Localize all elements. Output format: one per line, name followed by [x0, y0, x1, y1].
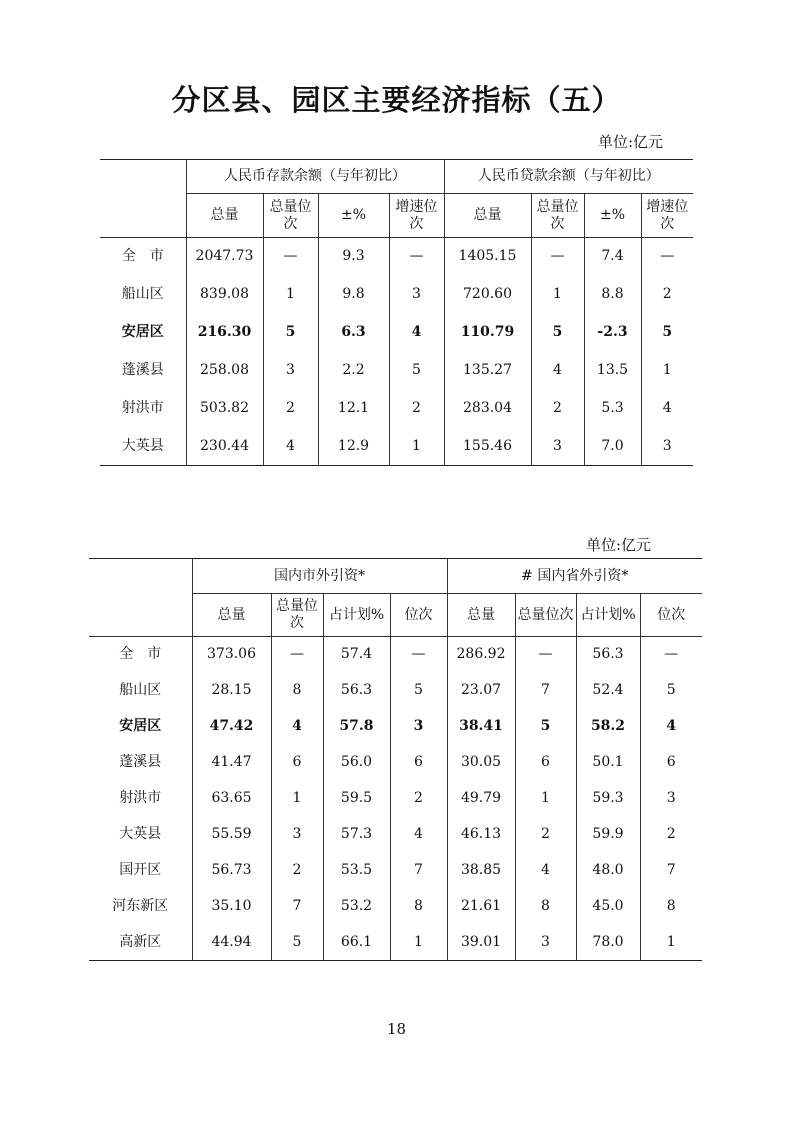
cell: 45.0: [576, 889, 640, 925]
cell: 66.1: [323, 925, 390, 961]
cell: 6: [640, 745, 702, 781]
cell: 7: [640, 853, 702, 889]
table-row: [100, 352, 693, 390]
cell: 155.46: [444, 428, 531, 466]
cell: 56.73: [192, 853, 271, 889]
cell: 1: [263, 276, 318, 314]
cell: 5: [531, 314, 584, 352]
cell: 7.4: [584, 238, 641, 276]
region-name: 河东新区: [112, 898, 169, 915]
table-row-highlighted: [89, 709, 702, 745]
region-name: 安居区: [121, 324, 164, 341]
cell: —: [515, 637, 576, 673]
cell: —: [640, 637, 702, 673]
cell: 5: [390, 673, 447, 709]
table-deposits-loans: [100, 159, 693, 466]
cell: 2: [271, 853, 323, 889]
corner-cell: [100, 160, 186, 238]
column-header: 增速位次: [389, 194, 444, 238]
table-row: [89, 673, 702, 709]
region-name: 高新区: [119, 933, 162, 950]
cell: 13.5: [584, 352, 641, 390]
cell: 3: [389, 276, 444, 314]
cell: 46.13: [447, 817, 515, 853]
cell: 57.3: [323, 817, 390, 853]
cell: —: [263, 238, 318, 276]
column-header: 总量: [186, 194, 263, 238]
column-header: 总量: [192, 594, 271, 637]
cell: 258.08: [186, 352, 263, 390]
cell: —: [531, 238, 584, 276]
cell: 3: [640, 781, 702, 817]
cell: 4: [640, 709, 702, 745]
table-row: [89, 745, 702, 781]
cell: 7: [515, 673, 576, 709]
cell: 35.10: [192, 889, 271, 925]
table-investment: [89, 558, 702, 961]
cell: 720.60: [444, 276, 531, 314]
column-header: 总量: [444, 194, 531, 238]
cell: 6.3: [318, 314, 389, 352]
cell: -2.3: [584, 314, 641, 352]
table-row-highlighted: [100, 314, 693, 352]
cell: 49.79: [447, 781, 515, 817]
cell: 3: [390, 709, 447, 745]
table-row: [89, 817, 702, 853]
table-row: [89, 925, 702, 961]
column-header: ±%: [584, 194, 641, 238]
column-header: 位次: [640, 594, 702, 637]
region-name: 大英县: [119, 826, 162, 843]
cell: 8.8: [584, 276, 641, 314]
cell: 8: [640, 889, 702, 925]
cell: 3: [263, 352, 318, 390]
cell: 5: [263, 314, 318, 352]
cell: 38.85: [447, 853, 515, 889]
cell: 283.04: [444, 390, 531, 428]
cell: 2: [515, 817, 576, 853]
cell: 28.15: [192, 673, 271, 709]
cell: 2: [263, 390, 318, 428]
group-header: 人民币存款余额（与年初比）: [186, 160, 444, 194]
cell: 1: [531, 276, 584, 314]
cell: 41.47: [192, 745, 271, 781]
page-number: 18: [386, 1020, 407, 1038]
region-name: 射洪市: [119, 790, 162, 807]
cell: 6: [515, 745, 576, 781]
cell: 3: [271, 817, 323, 853]
cell: 9.3: [318, 238, 389, 276]
cell: 12.1: [318, 390, 389, 428]
cell: 4: [641, 390, 693, 428]
cell: 5: [271, 925, 323, 961]
cell: 503.82: [186, 390, 263, 428]
cell: 2: [641, 276, 693, 314]
cell: 21.61: [447, 889, 515, 925]
cell: 8: [271, 673, 323, 709]
cell: 47.42: [192, 709, 271, 745]
group-header: # 国内省外引资*: [447, 559, 702, 594]
cell: 9.8: [318, 276, 389, 314]
cell: 7: [271, 889, 323, 925]
cell: —: [641, 238, 693, 276]
cell: 1: [515, 781, 576, 817]
table-row: [89, 637, 702, 673]
region-name: 蓬溪县: [119, 754, 162, 771]
unit-label-table1: 单位:亿元: [598, 133, 664, 151]
cell: 8: [390, 889, 447, 925]
cell: 55.59: [192, 817, 271, 853]
cell: 6: [271, 745, 323, 781]
cell: 4: [531, 352, 584, 390]
table-row: [100, 390, 693, 428]
cell: 1: [390, 925, 447, 961]
cell: 53.5: [323, 853, 390, 889]
cell: 5: [641, 314, 693, 352]
cell: 6: [390, 745, 447, 781]
cell: 59.9: [576, 817, 640, 853]
region-name: 射洪市: [121, 400, 164, 417]
region-name: 全 市: [119, 646, 162, 663]
group-header: 国内市外引资*: [192, 559, 447, 594]
cell: —: [389, 238, 444, 276]
column-header: 总量位次: [531, 194, 584, 238]
region-name: 船山区: [119, 682, 162, 699]
column-header: 占计划%: [323, 594, 390, 637]
unit-label-table2: 单位:亿元: [586, 536, 652, 554]
cell: 8: [515, 889, 576, 925]
cell: 58.2: [576, 709, 640, 745]
cell: 5.3: [584, 390, 641, 428]
column-header: 总量位次: [515, 594, 576, 637]
cell: 7.0: [584, 428, 641, 466]
cell: 56.3: [323, 673, 390, 709]
cell: 286.92: [447, 637, 515, 673]
table-row: [100, 276, 693, 314]
cell: 1405.15: [444, 238, 531, 276]
cell: 23.07: [447, 673, 515, 709]
column-header: 占计划%: [576, 594, 640, 637]
region-name: 全 市: [121, 248, 164, 265]
cell: 4: [389, 314, 444, 352]
cell: 373.06: [192, 637, 271, 673]
cell: 1: [271, 781, 323, 817]
cell: 48.0: [576, 853, 640, 889]
cell: 4: [271, 709, 323, 745]
cell: 4: [390, 817, 447, 853]
cell: 2: [390, 781, 447, 817]
cell: 52.4: [576, 673, 640, 709]
region-name: 安居区: [119, 718, 162, 735]
cell: 56.3: [576, 637, 640, 673]
cell: 1: [641, 352, 693, 390]
cell: 4: [263, 428, 318, 466]
cell: 78.0: [576, 925, 640, 961]
cell: 63.65: [192, 781, 271, 817]
region-name: 船山区: [121, 286, 164, 303]
cell: 59.3: [576, 781, 640, 817]
cell: 12.9: [318, 428, 389, 466]
cell: 53.2: [323, 889, 390, 925]
cell: 3: [641, 428, 693, 466]
cell: 216.30: [186, 314, 263, 352]
column-header: 总量位次: [271, 594, 323, 637]
region-name: 国开区: [119, 862, 162, 879]
table-row: [89, 889, 702, 925]
cell: 2.2: [318, 352, 389, 390]
page-title: 分区县、园区主要经济指标（五）: [171, 83, 622, 117]
cell: 2: [640, 817, 702, 853]
region-name: 大英县: [121, 437, 164, 454]
column-header: ±%: [318, 194, 389, 238]
cell: 4: [515, 853, 576, 889]
cell: 3: [515, 925, 576, 961]
cell: 59.5: [323, 781, 390, 817]
cell: 30.05: [447, 745, 515, 781]
table-row: [89, 853, 702, 889]
cell: 5: [515, 709, 576, 745]
cell: 2: [531, 390, 584, 428]
cell: —: [390, 637, 447, 673]
table-row: [100, 428, 693, 466]
cell: 839.08: [186, 276, 263, 314]
column-header: 总量位次: [263, 194, 318, 238]
cell: 5: [640, 673, 702, 709]
cell: 2047.73: [186, 238, 263, 276]
cell: 50.1: [576, 745, 640, 781]
cell: 1: [389, 428, 444, 466]
cell: 38.41: [447, 709, 515, 745]
cell: 7: [390, 853, 447, 889]
column-header: 增速位次: [641, 194, 693, 238]
table-row: [100, 238, 693, 276]
table-row: [89, 781, 702, 817]
group-header: 人民币贷款余额（与年初比）: [444, 160, 693, 194]
cell: 2: [389, 390, 444, 428]
cell: 39.01: [447, 925, 515, 961]
cell: 135.27: [444, 352, 531, 390]
corner-cell: [89, 559, 192, 637]
cell: 57.4: [323, 637, 390, 673]
cell: 5: [389, 352, 444, 390]
cell: 3: [531, 428, 584, 466]
cell: —: [271, 637, 323, 673]
cell: 57.8: [323, 709, 390, 745]
column-header: 总量: [447, 594, 515, 637]
cell: 1: [640, 925, 702, 961]
column-header: 位次: [390, 594, 447, 637]
region-name: 蓬溪县: [121, 362, 164, 379]
cell: 110.79: [444, 314, 531, 352]
cell: 56.0: [323, 745, 390, 781]
cell: 230.44: [186, 428, 263, 466]
cell: 44.94: [192, 925, 271, 961]
